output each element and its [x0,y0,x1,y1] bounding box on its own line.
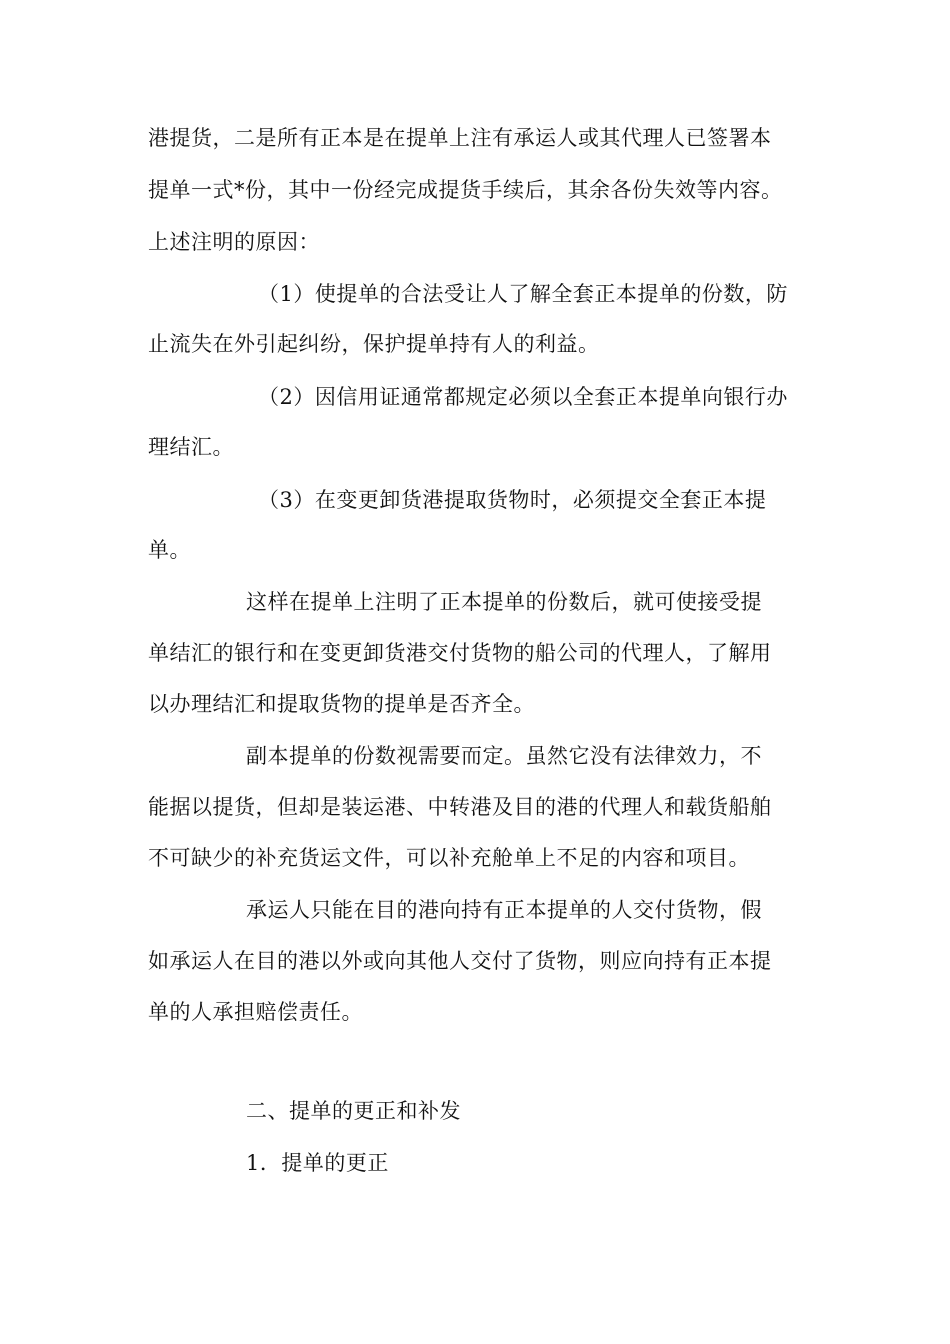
list-item-2-line: （2）因信用证通常都规定必须以全套正本提单向银行办 [258,385,788,409]
paragraph-line: 承运人只能在目的港向持有正本提单的人交付货物，假 [246,898,762,922]
paragraph-line: 单结汇的银行和在变更卸货港交付货物的船公司的代理人，了解用 [148,641,772,665]
subsection-heading: 1．提单的更正 [246,1151,389,1175]
list-item-2-line: 理结汇。 [148,435,234,459]
body-text-line: 上述注明的原因： [148,230,320,254]
paragraph-line: 副本提单的份数视需要而定。虽然它没有法律效力，不 [246,744,762,768]
body-text-line: 提单一式*份，其中一份经完成提货手续后，其余各份失效等内容。 [148,178,783,202]
paragraph-line: 单的人承担赔偿责任。 [148,1000,363,1024]
section-heading: 二、提单的更正和补发 [246,1099,461,1123]
list-item-1-line: （1）使提单的合法受让人了解全套正本提单的份数，防 [258,282,788,306]
body-text-line: 港提货，二是所有正本是在提单上注有承运人或其代理人已签署本 [148,126,772,150]
paragraph-line: 不可缺少的补充货运文件，可以补充舱单上不足的内容和项目。 [148,846,750,870]
paragraph-line: 以办理结汇和提取货物的提单是否齐全。 [148,692,535,716]
paragraph-line: 如承运人在目的港以外或向其他人交付了货物，则应向持有正本提 [148,949,772,973]
paragraph-line: 这样在提单上注明了正本提单的份数后，就可使接受提 [246,590,762,614]
paragraph-line: 能据以提货，但却是装运港、中转港及目的港的代理人和载货船舶 [148,795,772,819]
list-item-3-line: 单。 [148,538,191,562]
list-item-1-line: 止流失在外引起纠纷，保护提单持有人的利益。 [148,332,600,356]
list-item-3-line: （3）在变更卸货港提取货物时，必须提交全套正本提 [258,488,767,512]
